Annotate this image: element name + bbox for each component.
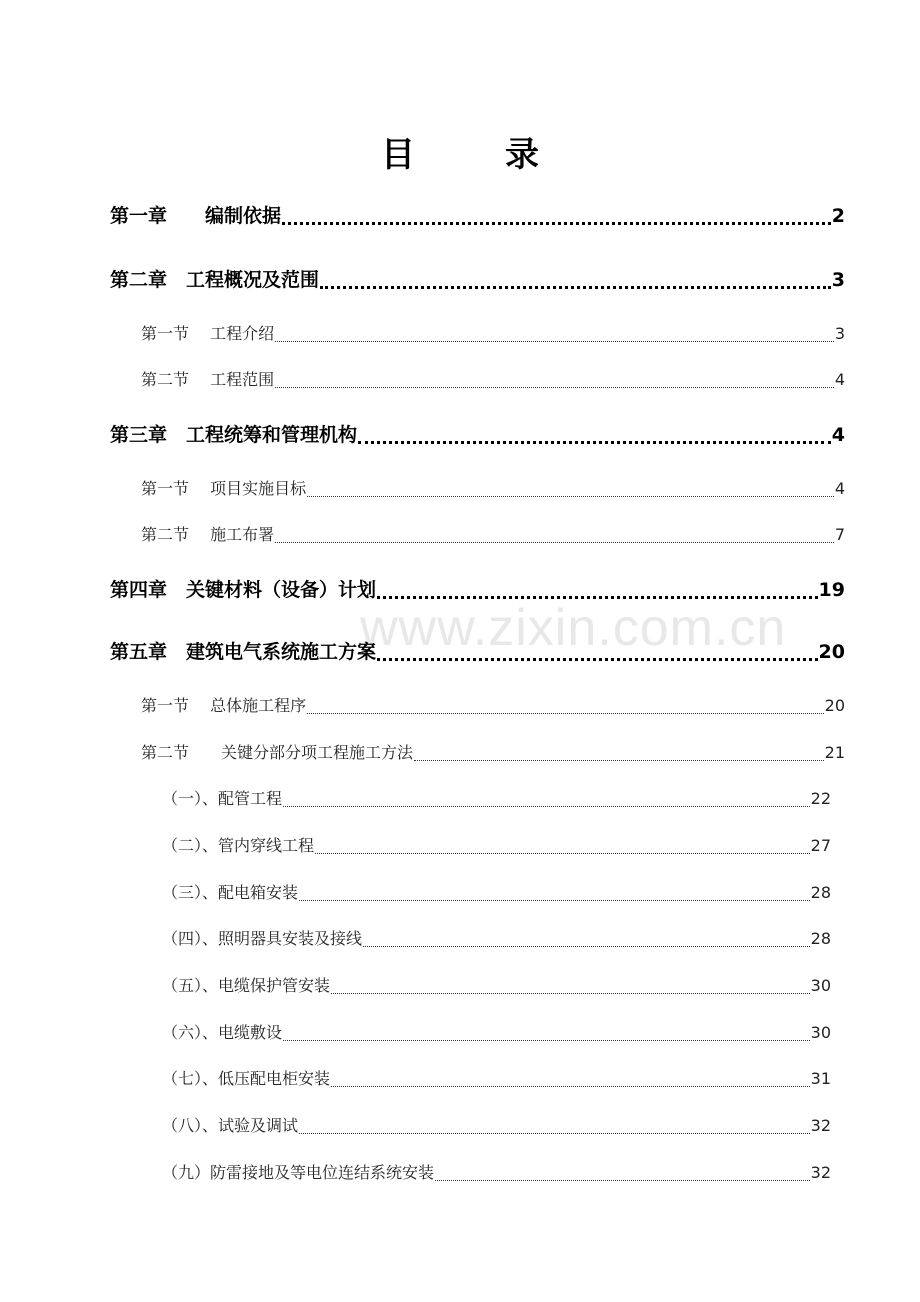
dot-leader <box>331 1086 810 1087</box>
dot-leader <box>315 853 810 854</box>
toc-page-number: 30 <box>810 1023 831 1042</box>
dot-leader <box>282 222 831 225</box>
dot-leader <box>377 658 818 661</box>
toc-page-number: 20 <box>824 696 845 715</box>
watermark: www.zixin.com.cn <box>360 599 787 657</box>
toc-page-number: 30 <box>810 976 831 995</box>
toc-label: 第一节 工程介绍 <box>141 324 275 343</box>
toc-section-5-1[interactable] <box>141 693 845 719</box>
toc-page-number: 32 <box>810 1116 831 1135</box>
toc-label: 第二节 工程范围 <box>141 370 275 389</box>
toc-label: （六）、电缆敷设 <box>162 1023 283 1042</box>
toc-label: 第四章 关键材料（设备）计划 <box>110 579 377 601</box>
dot-leader <box>331 993 810 994</box>
toc-label: 第一节 总体施工程序 <box>141 696 307 715</box>
dot-leader <box>307 713 824 714</box>
dot-leader <box>299 1133 810 1134</box>
toc-page-number: 4 <box>831 424 845 446</box>
toc-chapter-2[interactable] <box>110 265 845 295</box>
toc-page-number: 31 <box>810 1069 831 1088</box>
toc-page-number: 28 <box>810 929 831 948</box>
toc-page-number: 4 <box>834 370 845 389</box>
toc-item-7[interactable] <box>162 1066 831 1092</box>
toc-page-number: 3 <box>831 269 845 291</box>
toc-page-number: 20 <box>818 641 845 663</box>
toc-page-number: 3 <box>834 324 845 343</box>
toc-label: （九）防雷接地及等电位连结系统安装 <box>162 1163 435 1182</box>
toc-item-2[interactable] <box>162 833 831 859</box>
dot-leader <box>307 496 834 497</box>
dot-leader <box>275 542 834 543</box>
dot-leader <box>275 387 834 388</box>
toc-section-3-2[interactable] <box>141 522 845 548</box>
dot-leader <box>363 946 810 947</box>
toc-label: 第三章 工程统筹和管理机构 <box>110 424 358 446</box>
toc-item-3[interactable] <box>162 880 831 906</box>
toc-item-4[interactable] <box>162 926 831 952</box>
toc-section-2-1[interactable] <box>141 321 845 347</box>
toc-chapter-5[interactable] <box>110 637 845 667</box>
toc-chapter-1[interactable] <box>110 201 845 231</box>
toc-section-5-2[interactable] <box>141 740 845 766</box>
dot-leader <box>377 596 818 599</box>
toc-item-8[interactable] <box>162 1113 831 1139</box>
toc-page-number: 22 <box>810 789 831 808</box>
page-title: 目 录 <box>381 135 567 175</box>
toc-page-number: 28 <box>810 883 831 902</box>
dot-leader <box>358 441 831 444</box>
toc-label: 第五章 建筑电气系统施工方案 <box>110 641 377 663</box>
toc-page-number: 19 <box>818 579 845 601</box>
dot-leader <box>275 341 834 342</box>
toc-page-number: 32 <box>810 1163 831 1182</box>
toc-label: （二）、管内穿线工程 <box>162 836 315 855</box>
toc-page-number: 21 <box>824 743 845 762</box>
toc-item-1[interactable] <box>162 786 831 812</box>
toc-page-number: 27 <box>810 836 831 855</box>
dot-leader <box>320 286 831 289</box>
toc-item-6[interactable] <box>162 1020 831 1046</box>
dot-leader <box>435 1180 810 1181</box>
toc-chapter-4[interactable] <box>110 575 845 605</box>
dot-leader <box>299 900 810 901</box>
toc-label: 第一节 项目实施目标 <box>141 479 307 498</box>
toc-chapter-3[interactable] <box>110 420 845 450</box>
toc-section-3-1[interactable] <box>141 476 845 502</box>
toc-label: 第二章 工程概况及范围 <box>110 269 320 291</box>
toc-label: （四）、照明器具安装及接线 <box>162 929 363 948</box>
toc-label: （五）、电缆保护管安装 <box>162 976 331 995</box>
toc-page-number: 2 <box>831 205 845 227</box>
toc-page-number: 7 <box>834 525 845 544</box>
toc-label: （七）、低压配电柜安装 <box>162 1069 331 1088</box>
toc-item-5[interactable] <box>162 973 831 999</box>
toc-label: 第二节 施工布署 <box>141 525 275 544</box>
dot-leader <box>414 760 824 761</box>
toc-section-2-2[interactable] <box>141 367 845 393</box>
toc-label: （八）、试验及调试 <box>162 1116 299 1135</box>
dot-leader <box>283 1040 810 1041</box>
toc-label: 第二节 关键分部分项工程施工方法 <box>141 743 414 762</box>
toc-label: （一）、配管工程 <box>162 789 283 808</box>
toc-label: （三）、配电箱安装 <box>162 883 299 902</box>
toc-page-number: 4 <box>834 479 845 498</box>
toc-label: 第一章 编制依据 <box>110 205 282 227</box>
dot-leader <box>283 806 810 807</box>
toc-item-9[interactable] <box>162 1160 831 1186</box>
